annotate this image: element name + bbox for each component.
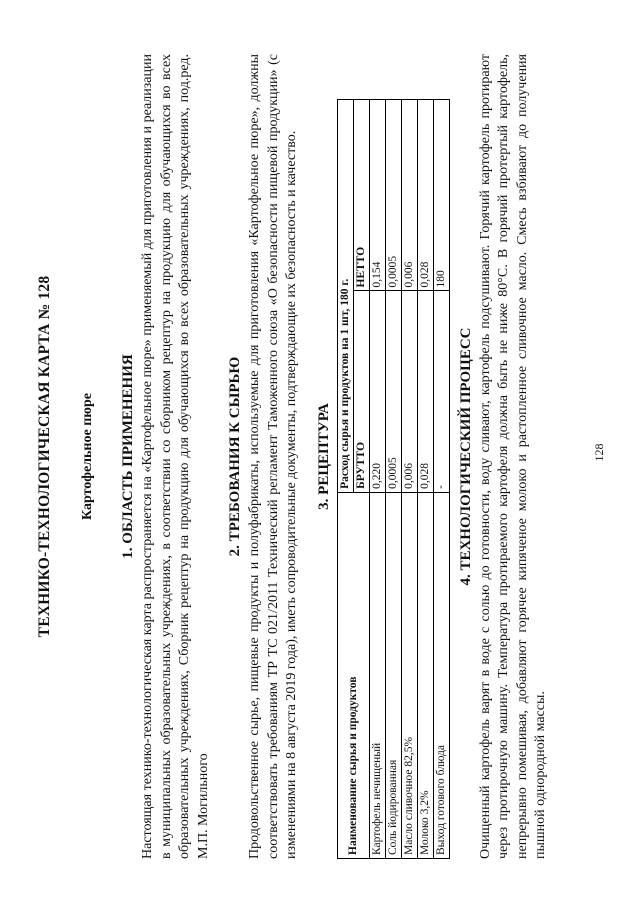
ingredient-brutto: 0,006 [401, 291, 417, 492]
section-heading-requirements: 2. ТРЕБОВАНИЯ К СЫРЬЮ [227, 356, 243, 557]
table-header-row [337, 100, 353, 859]
table-row [385, 100, 401, 859]
yield-netto: 180 [433, 100, 449, 292]
section-text-process: Очищенный картофель варят в воде с солью до готовности, воду сливают, картофель подсушивают. Горячий картофель протирают через протирочную машину. Температура протираемого картофеля должна быть не ниже 80°С. В горячий протертый картофель, непрерывно помешивая, добавляют горячее кипяченое молоко и растопленное сливочное масло. Смесь взбивают до получения пышной однородной массы. [477, 54, 548, 859]
section-heading-process: 4. ТЕХНОЛОГИЧЕСКИЙ ПРОЦЕСС [457, 327, 474, 586]
ingredient-name: Масло сливочное 82,5% [401, 492, 417, 858]
ingredient-name: Соль йодированная [385, 492, 401, 858]
ingredient-name: Картофель нечищеный [369, 492, 385, 858]
header-name: Наименование сырья и продуктов [337, 492, 369, 858]
yield-label: Выход готового блюда [433, 492, 449, 858]
section-heading-scope: 1. ОБЛАСТЬ ПРИМЕНЕНИЯ [120, 354, 136, 559]
ingredient-brutto: 0,220 [369, 291, 385, 492]
ingredient-name: Молоко 3,2% [417, 492, 433, 858]
ingredient-brutto: 0,028 [417, 291, 433, 492]
dish-name: Картофельное пюре [80, 393, 95, 520]
page-number: 128 [592, 443, 606, 462]
header-consumption: Расход сырья и продуктов на 1 шт, 180 г. [337, 100, 353, 493]
ingredient-netto: 0,154 [369, 100, 385, 292]
table-row [401, 100, 417, 859]
ingredient-netto: 0,028 [417, 100, 433, 292]
yield-brutto: - [433, 291, 449, 492]
ingredient-netto: 0,0005 [385, 100, 401, 292]
recipe-table [337, 99, 450, 859]
document-title: ТЕХНИКО-ТЕХНОЛОГИЧЕСКАЯ КАРТА № 128 [36, 275, 53, 638]
section-heading-recipe: 3. РЕЦЕПТУРА [315, 403, 332, 510]
ingredient-netto: 0,006 [401, 100, 417, 292]
header-brutto: БРУТТО [353, 291, 369, 492]
header-netto: НЕТТО [353, 100, 369, 292]
section-text-scope: Настоящая технико-технологическая карта распространяется на «Картофельное пюре» применяемый для приготовления и реализации в муниципальных образовательных учреждениях, в соответствии со сборником рецептур на продукцию для обучающихся во всех образовательных учреждениях, Сборник рецептур на продукцию для обучающихся во всех образовательных учреждениях, под.ред. М.П. Могильного [140, 54, 211, 859]
section-text-requirements: Продовольственное сырье, пищевые продукты и полуфабрикаты, используемые для приготовления «Картофельное пюре», должны соответствовать требованиям ТР ТС 021/2011 Технический регламент Таможенного союза «О безопасности пищевой продукции» (с изменениями на 8 августа 2019 года), иметь сопроводительные документы, подтверждающие их безопасность и качество. [247, 54, 299, 859]
table-row [417, 100, 433, 859]
ingredient-brutto: 0,0005 [385, 291, 401, 492]
document-content [36, 54, 565, 859]
table-row [369, 100, 385, 859]
table-yield-row [433, 100, 449, 859]
